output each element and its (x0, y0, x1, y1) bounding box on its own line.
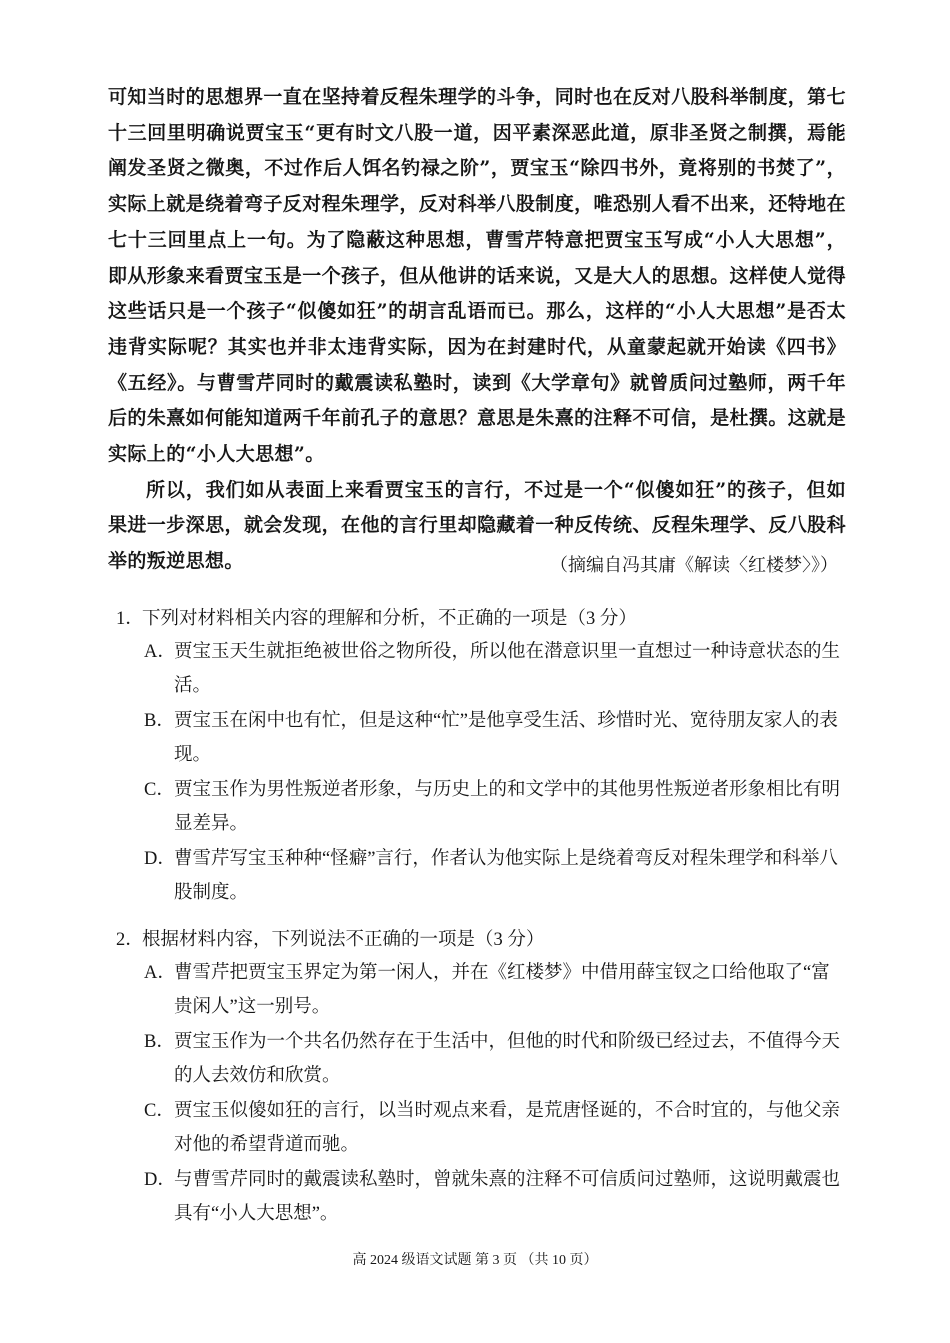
option-text: 贾宝玉似傻如狂的言行，以当时观点来看，是荒唐怪诞的，不合时宜的，与他父亲对他的希望背道而驰。 (174, 1101, 841, 1155)
option-letter: B． (144, 1032, 175, 1052)
question-2 (116, 924, 846, 1232)
page-footer: 高 2024 级语文试题 第 3 页 （共 10 页） (352, 1253, 598, 1268)
option-letter: A． (144, 642, 176, 662)
option-c[interactable] (116, 773, 846, 841)
option-letter: D． (144, 849, 176, 869)
option-text: 与曹雪芹同时的戴震读私塾时，曾就朱熹的注释不可信质问过塾师，这说明戴震也具有“小人大思想”。 (174, 1170, 841, 1224)
option-letter: D． (144, 1170, 176, 1190)
reading-passage (108, 80, 846, 580)
question-number: 1． (116, 609, 144, 629)
question-stem (116, 924, 846, 956)
option-text: 曹雪芹把贾宝玉界定为第一闲人，并在《红楼梦》中借用薛宝钗之口给他取了“富贵闲人”这一别号。 (174, 963, 830, 1017)
option-text: 贾宝玉在闲中也有忙，但是这种“忙”是他享受生活、珍惜时光、宽待朋友家人的表现。 (174, 711, 838, 765)
option-text: 贾宝玉作为一个共名仍然存在于生活中，但他的时代和阶级已经过去，不值得今天的人去效仿和欣赏。 (174, 1032, 841, 1086)
option-c[interactable] (116, 1094, 846, 1162)
option-letter: C． (144, 780, 175, 800)
question-number: 2． (116, 930, 144, 950)
question-1 (116, 603, 846, 911)
question-text: 下列对材料相关内容的理解和分析，不正确的一项是（3 分） (142, 609, 637, 629)
passage-paragraph-2: 所以，我们如从表面上来看贾宝玉的言行，不过是一个“似傻如狂”的孩子，但如果进一步深思，就会发现，在他的言行里却隐藏着一种反传统、反程朱理学、反八股科举的叛逆思想。 (108, 478, 846, 573)
option-a[interactable] (116, 956, 846, 1024)
question-text: 根据材料内容，下列说法不正确的一项是（3 分） (142, 930, 545, 950)
passage-source: （摘编自冯其庸《解读〈红楼梦〉》） (550, 555, 838, 575)
question-stem (116, 603, 846, 635)
option-d[interactable] (116, 842, 846, 910)
passage-paragraph-1: 可知当时的思想界一直在坚持着反程朱理学的斗争，同时也在反对八股科举制度，第七十三回里明确说贾宝玉“更有时文八股一道，因平素深恶此道，原非圣贤之制撰，焉能阐发圣贤之微奥，不过作后人饵名钓禄之阶”，贾宝玉“除四书外，竟将别的书焚了”，实际上就是绕着弯子反对程朱理学，反对科举八股制度，唯恐别人看不出来，还特地在七十三回里点上一句。为了隐蔽这种思想，曹雪芹特意把贾宝玉写成“小人大思想”，即从形象来看贾宝玉是一个孩子，但从他讲的话来说，又是大人的思想。这样使人觉得这些话只是一个孩子“似傻如狂”的胡言乱语而已。那么，这样的“小人大思想”是否太违背实际呢？其实也并非太违背实际，因为在封建时代，从童蒙起就开始读《四书》《五经》。与曹雪芹同时的戴震读私塾时，读到《大学章句》就曾质问过塾师，两千年后的朱熹如何能知道两千年前孔子的意思？意思是朱熹的注释不可信，是杜撰。这就是实际上的“小人大思想”。 (108, 86, 846, 466)
option-b[interactable] (116, 704, 846, 772)
option-b[interactable] (116, 1025, 846, 1093)
option-letter: C． (144, 1101, 175, 1121)
option-text: 曹雪芹写宝玉种种“怪癖”言行，作者认为他实际上是绕着弯反对程朱理学和科举八股制度。 (174, 849, 838, 903)
option-letter: B． (144, 711, 175, 731)
option-letter: A． (144, 963, 176, 983)
option-d[interactable] (116, 1163, 846, 1231)
option-a[interactable] (116, 635, 846, 703)
option-text: 贾宝玉天生就拒绝被世俗之物所役，所以他在潜意识里一直想过一种诗意状态的生活。 (174, 642, 841, 696)
option-text: 贾宝玉作为男性叛逆者形象，与历史上的和文学中的其他男性叛逆者形象相比有明显差异。 (174, 780, 841, 834)
